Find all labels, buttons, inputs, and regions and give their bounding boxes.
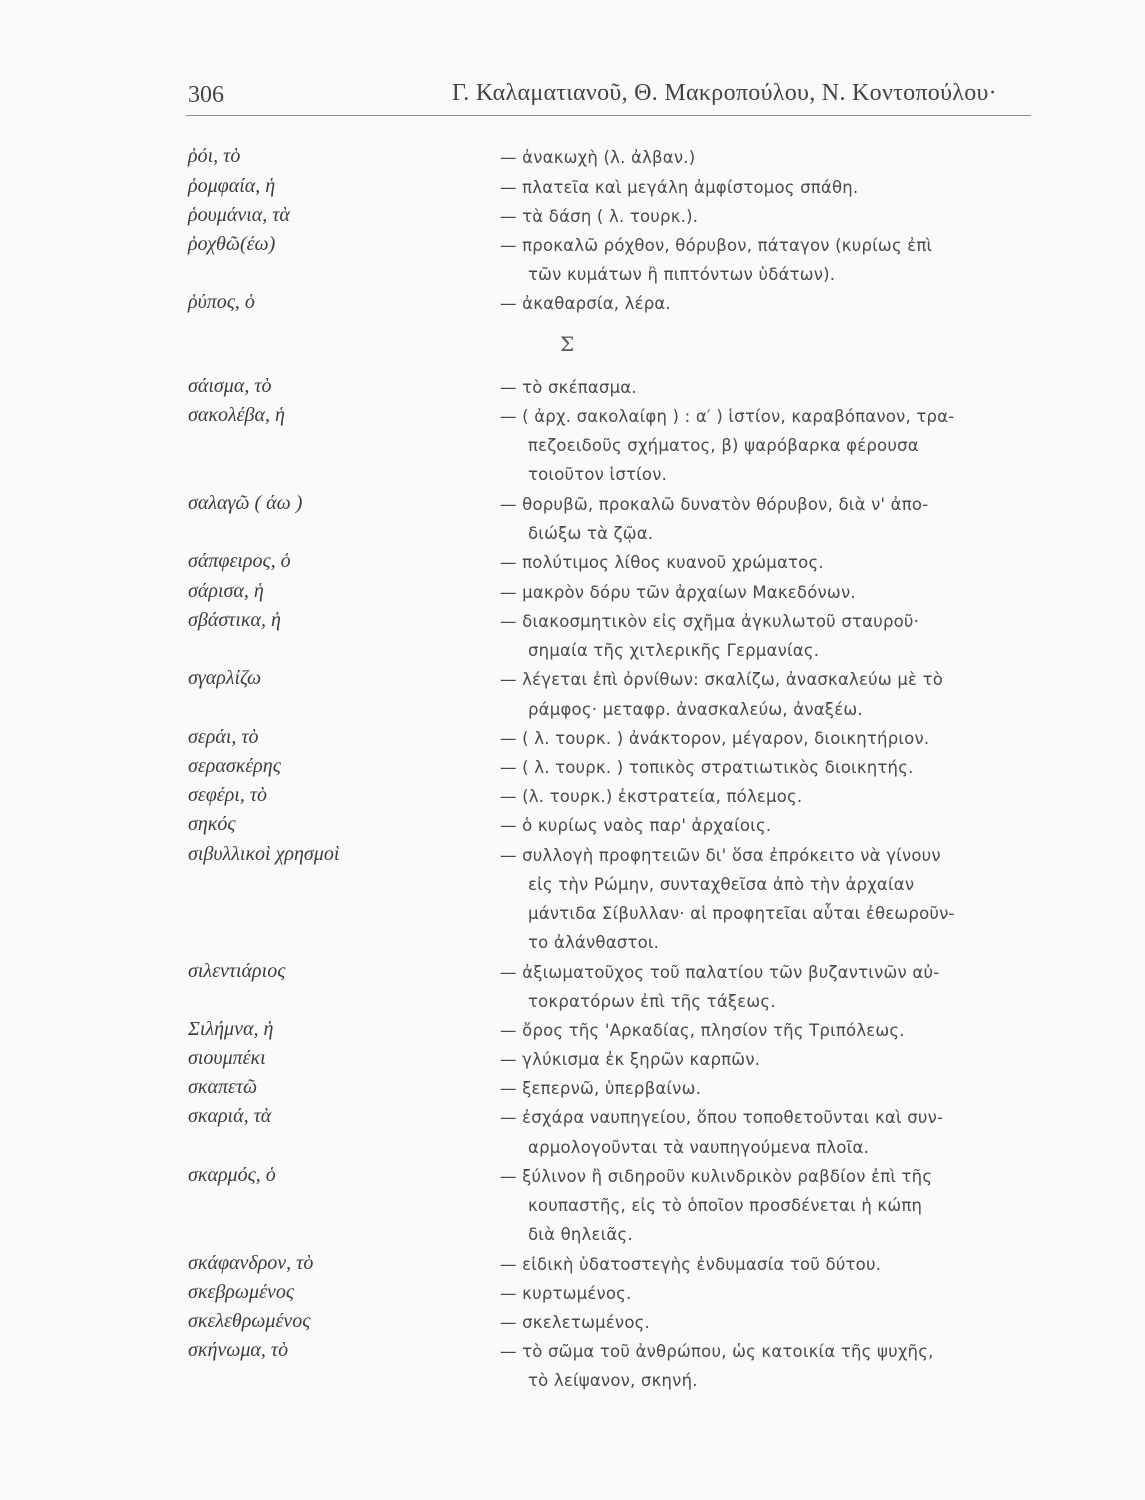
entry-headword: ῥοχθῶ(έω) xyxy=(188,233,276,255)
entry-headword: ῥομφαία, ἡ xyxy=(188,175,276,197)
entry-definition-line: — ( λ. τουρκ. ) ἀνάκτορον, μέγαρον, διοικητήριον. xyxy=(500,729,930,748)
entry-definition-line: τῶν κυμάτων ἢ πιπτόντων ὑδάτων). xyxy=(528,265,836,284)
entry-definition-line: διώξω τὰ ζῷα. xyxy=(528,524,654,543)
entry-headword: σερασκέρης xyxy=(188,755,281,777)
entry-headword: σιουμπέκι xyxy=(188,1047,266,1069)
entry-definition-line: — ἀνακωχὴ (λ. ἀλβαν.) xyxy=(500,148,696,167)
entry-definition-line: — σκελετωμένος. xyxy=(500,1313,650,1332)
entry-definition-line: κουπαστῆς, εἰς τὸ ὁποῖον προσδένεται ἡ κώπη xyxy=(528,1196,923,1215)
entry-definition-line: τοιοῦτον ἱστίον. xyxy=(528,465,668,484)
entry-headword: σαλαγῶ ( άω ) xyxy=(188,492,303,514)
entry-definition-line: το ἀλάνθαστοι. xyxy=(528,933,660,952)
entry-headword: σάπφειρος, ὁ xyxy=(188,550,291,572)
entry-headword: σκεβρωμένος xyxy=(188,1281,294,1303)
entry-headword: Σιλήμνα, ἡ xyxy=(188,1018,274,1040)
entry-definition-line: — ξύλινον ἢ σιδηροῦν κυλινδρικὸν ραβδίον ἐπὶ τῆς xyxy=(500,1167,933,1186)
entry-definition-line: — ξεπερνῶ, ὑπερβαίνω. xyxy=(500,1079,702,1098)
entry-headword: σκήνωμα, τὸ xyxy=(188,1339,289,1361)
entry-headword: σεράι, τὸ xyxy=(188,726,259,748)
entry-headword: σκαπετῶ xyxy=(188,1076,258,1098)
entry-definition-line: — ἀξιωματοῦχος τοῦ παλατίου τῶν βυζαντινῶν αὐ- xyxy=(500,963,940,982)
entry-headword: σεφέρι, τὸ xyxy=(188,784,268,806)
entry-headword: σγαρλίζω xyxy=(188,667,262,689)
entry-headword: σιβυλλικοὶ χρησμοὶ xyxy=(188,843,340,865)
entry-definition-line: — θορυβῶ, προκαλῶ δυνατὸν θόρυβον, διὰ ν' ἀπο- xyxy=(500,495,929,514)
entry-definition-line: ράμφος· μεταφρ. ἀνασκαλεύω, ἀναξέω. xyxy=(528,700,863,719)
entry-headword: σκάφανδρον, τὸ xyxy=(188,1252,314,1274)
entry-definition-line: — κυρτωμένος. xyxy=(500,1284,632,1303)
entry-definition-line: — διακοσμητικὸν εἰς σχῆμα ἀγκυλωτοῦ σταυροῦ· xyxy=(500,612,920,631)
entry-definition-line: — ἀκαθαρσία, λέρα. xyxy=(500,294,671,313)
entry-definition-line: — τὸ σκέπασμα. xyxy=(500,378,637,397)
entry-headword: σκαριά, τὰ xyxy=(188,1105,272,1127)
entry-headword: σακολέβα, ἡ xyxy=(188,404,285,426)
entry-definition-line: αρμολογοῦνται τὰ ναυπηγούμενα πλοῖα. xyxy=(528,1138,870,1157)
entry-definition-line: — ἐσχάρα ναυπηγείου, ὅπου τοποθετοῦνται καὶ συν- xyxy=(500,1108,944,1127)
entry-definition-line: — προκαλῶ ρόχθον, θόρυβον, πάταγον (κυρίως ἐπὶ xyxy=(500,236,933,255)
entry-definition-line: πεζοειδοῦς σχήματος, β) ψαρόβαρκα φέρουσα xyxy=(528,436,919,455)
entry-definition-line: — τὰ δάση ( λ. τουρκ.). xyxy=(500,207,699,226)
entry-definition-line: — γλύκισμα ἐκ ξηρῶν καρπῶν. xyxy=(500,1050,761,1069)
entry-headword: σιλεντιάριος xyxy=(188,960,286,982)
entry-definition-line: διὰ θηλειᾶς. xyxy=(528,1225,633,1244)
section-letter: Σ xyxy=(560,332,575,356)
entry-definition-line: μάντιδα Σίβυλλαν· αἱ προφητεῖαι αὗται ἐθεωροῦν- xyxy=(528,904,955,923)
entry-headword: σάρισα, ἡ xyxy=(188,580,264,602)
entry-definition-line: — λέγεται ἐπὶ ὀρνίθων: σκαλίζω, ἀνασκαλεύω μὲ τὸ xyxy=(500,670,944,689)
entry-definition-line: — ὄρος τῆς 'Αρκαδίας, πλησίον τῆς Τριπόλεως. xyxy=(500,1021,905,1040)
entry-headword: σηκός xyxy=(188,813,236,835)
entry-definition-line: εἰς τὴν Ρώμην, συνταχθεῖσα ἀπὸ τὴν ἀρχαίαν xyxy=(528,875,915,894)
entry-definition-line: — μακρὸν δόρυ τῶν ἀρχαίων Μακεδόνων. xyxy=(500,583,856,602)
entry-headword: σκαρμός, ὁ xyxy=(188,1164,276,1186)
page-number: 306 xyxy=(188,82,224,108)
entry-definition-line: σημαία τῆς χιτλερικῆς Γερμανίας. xyxy=(528,641,820,660)
entry-headword: σάισμα, τὸ xyxy=(188,375,272,397)
entry-definition-line: — εἰδικὴ ὑδατοστεγὴς ἐνδυμασία τοῦ δύτου. xyxy=(500,1255,882,1274)
entry-definition-line: — ( λ. τουρκ. ) τοπικὸς στρατιωτικὸς διοικητής. xyxy=(500,758,914,777)
entry-definition-line: — ὁ κυρίως ναὸς παρ' ἀρχαίοις. xyxy=(500,816,772,835)
entry-definition-line: — (λ. τουρκ.) ἐκστρατεία, πόλεμος. xyxy=(500,787,803,806)
entry-headword: ῥουμάνια, τὰ xyxy=(188,204,290,226)
entry-definition-line: τοκρατόρων ἐπὶ τῆς τάξεως. xyxy=(528,992,776,1011)
entry-headword: σβάστικα, ἡ xyxy=(188,609,281,631)
entry-definition-line: — πολύτιμος λίθος κυανοῦ χρώματος. xyxy=(500,553,824,572)
running-title: Γ. Καλαματιανοῦ, Θ. Μακροπούλου, Ν. Κοντοπούλου· xyxy=(452,80,997,106)
entry-headword: σκελεθρωμένος xyxy=(188,1310,311,1332)
entry-definition-line: — πλατεῖα καὶ μεγάλη ἀμφίστομος σπάθη. xyxy=(500,178,859,197)
entry-headword: ῥόι, τὸ xyxy=(188,145,241,167)
entry-headword: ῥύπος, ὁ xyxy=(188,291,255,313)
entry-definition-line: — τὸ σῶμα τοῦ ἀνθρώπου, ὡς κατοικία τῆς ψυχῆς, xyxy=(500,1342,934,1361)
entry-definition-line: τὸ λείψανον, σκηνή. xyxy=(528,1371,698,1390)
entry-definition-line: — ( ἀρχ. σακολαίφη ) : α′ ) ἱστίον, καραβόπανον, τρα- xyxy=(500,407,955,426)
entry-definition-line: — συλλογὴ προφητειῶν δι' ὅσα ἐπρόκειτο νὰ γίνουν xyxy=(500,846,941,865)
